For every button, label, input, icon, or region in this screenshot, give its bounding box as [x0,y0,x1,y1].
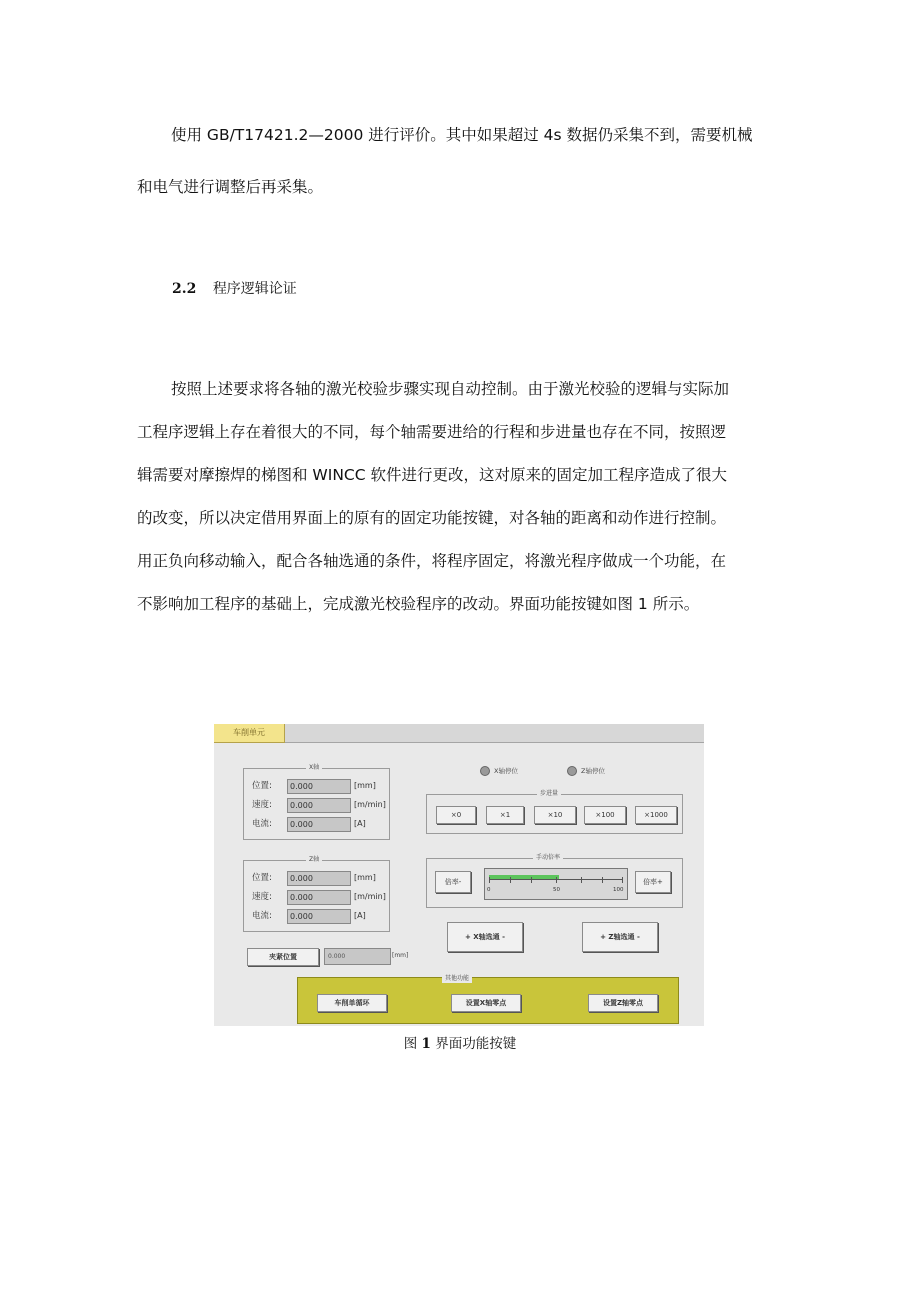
scale-max-label: 100 [613,887,624,893]
step-size-group [426,790,683,834]
x-position-value: 0.000 [287,779,351,794]
x-speed-unit: [m/min] [354,800,386,809]
z-position-label: 位置: [252,873,272,883]
paragraph-line: 的改变，所以决定借用界面上的原有的固定功能按键，对各轴的距离和动作进行控制。 [137,509,727,527]
z-axis-group [243,856,390,932]
clamp-position-unit: [mm] [392,952,409,959]
paragraph-line: 和电气进行调整后再采集。 [137,178,324,196]
step-x1000-button[interactable]: ×1000 [635,806,677,824]
x-current-value: 0.000 [287,817,351,832]
z-current-value: 0.000 [287,909,351,924]
step-x1-button[interactable]: ×1 [486,806,524,824]
z-current-label: 电流: [252,911,272,921]
override-scale [484,868,628,900]
clamp-position-button[interactable]: 夹紧位置 [247,948,319,966]
z-speed-value: 0.000 [287,890,351,905]
caption-number: 1 [421,1036,431,1052]
paragraph-2 [137,373,787,621]
other-functions-bar [297,977,679,1024]
set-x-zero-button[interactable]: 设置X轴零点 [451,994,521,1012]
rate-minus-button[interactable]: 倍率- [435,871,471,893]
z-stop-led-label: Z轴停位 [581,767,605,775]
paragraph-line: 使用 GB/T17421.2—2000 进行评价。其中如果超过 4s 数据仍采集不到，需要机械 [171,126,753,144]
scale-tick [531,877,532,883]
paragraph-line: 按照上述要求将各轴的激光校验步骤实现自动控制。由于激光校验的逻辑与实际加 [171,380,730,398]
x-axis-select-button[interactable]: + X轴选通 - [447,922,523,952]
step-x0-button[interactable]: ×0 [436,806,476,824]
clamp-position-value: 0.000 [324,948,391,965]
tab-turning-unit[interactable]: 车削单元 [214,724,285,743]
step-size-title: 步进量 [537,789,561,799]
figure-caption [0,1032,920,1052]
scale-tick [622,877,623,883]
scale-tick [510,877,511,883]
z-position-value: 0.000 [287,871,351,886]
x-speed-value: 0.000 [287,798,351,813]
x-position-label: 位置: [252,781,272,791]
scale-tick [602,877,603,883]
figure-hmi-screenshot [214,724,704,1026]
scale-tick [556,877,557,883]
section-title: 程序逻辑论证 [212,281,297,297]
set-z-zero-button[interactable]: 设置Z轴零点 [588,994,658,1012]
hmi-panel [214,724,704,1026]
z-speed-label: 速度: [252,892,272,902]
z-current-unit: [A] [354,911,366,920]
x-stop-led-label: X轴停位 [494,767,518,775]
x-axis-group-title: X轴 [306,763,322,773]
paragraph-line: 工程序逻辑上存在着很大的不同，每个轴需要进给的行程和步进量也存在不同，按照逻 [137,423,727,441]
paragraph-line: 辑需要对摩擦焊的梯图和 WINCC 软件进行更改，这对原来的固定加工程序造成了很大 [137,466,727,484]
caption-text: 界面功能按键 [430,1036,517,1052]
scale-mid-label: 50 [553,887,560,893]
x-position-unit: [mm] [354,781,376,790]
scale-tick [489,877,490,883]
scale-min-label: 0 [487,887,491,893]
paragraph-1 [137,119,787,204]
section-heading [172,278,297,300]
z-axis-select-button[interactable]: + Z轴选通 - [582,922,658,952]
step-x10-button[interactable]: ×10 [534,806,576,824]
step-x100-button[interactable]: ×100 [584,806,626,824]
rate-plus-button[interactable]: 倍率+ [635,871,671,893]
z-speed-unit: [m/min] [354,892,386,901]
scale-tick [581,877,582,883]
z-stop-led-icon [567,766,577,776]
x-current-label: 电流: [252,819,272,829]
manual-override-title: 手动倍率 [533,853,563,863]
x-current-unit: [A] [354,819,366,828]
section-number: 2.2 [172,281,197,297]
paragraph-line: 用正负向移动输入，配合各轴选通的条件，将程序固定，将激光程序做成一个功能，在 [137,552,727,570]
other-functions-title: 其他功能 [442,974,472,983]
x-speed-label: 速度: [252,800,272,810]
tab-strip [214,724,704,743]
paragraph-line: 不影响加工程序的基础上，完成激光校验程序的改动。界面功能按键如图 1 所示。 [137,595,700,613]
caption-prefix: 图 [403,1036,422,1052]
z-position-unit: [mm] [354,873,376,882]
z-axis-group-title: Z轴 [306,855,322,865]
turning-cycle-button[interactable]: 车削单循环 [317,994,387,1012]
x-stop-led-icon [480,766,490,776]
x-axis-group [243,764,390,840]
